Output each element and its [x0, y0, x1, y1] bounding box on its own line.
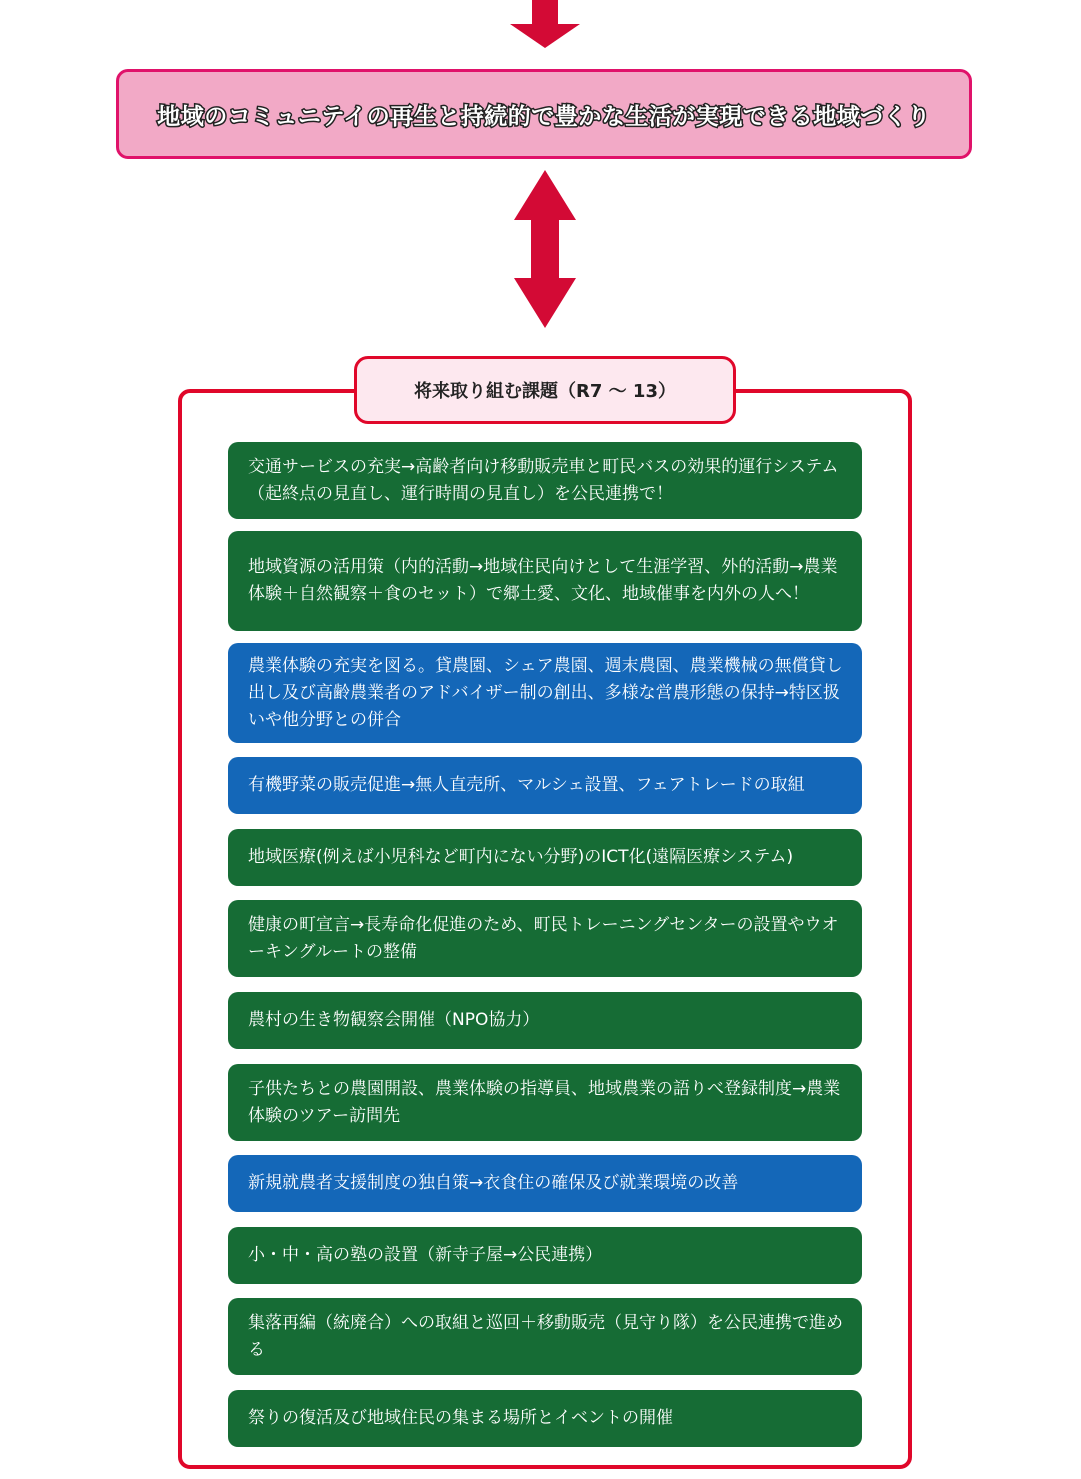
task-text: 集落再編（統廃合）への取組と巡回＋移動販売（見守り隊）を公民連携で進める	[248, 1312, 843, 1360]
task-item-regional-medicine	[228, 829, 862, 886]
task-item-cram-school	[228, 1227, 862, 1284]
task-text: 農村の生き物観察会開催（NPO協力）	[248, 1010, 540, 1030]
task-text: 新規就農者支援制度の独自策→衣食住の確保及び就業環境の改善	[248, 1173, 739, 1193]
task-text: 交通サービスの充実→高齢者向け移動販売車と町民バスの効果的運行システム（起終点の見直し、運行時間の見直し）を公民連携で！	[248, 456, 839, 504]
task-text: 小・中・高の塾の設置（新寺子屋→公民連携）	[248, 1245, 603, 1265]
task-item-health-town	[228, 900, 862, 977]
task-text: 農業体験の充実を図る。貸農園、シェア農園、週末農園、農業機械の無償貸し出し及び高齢農業者のアドバイザー制の創出、多様な営農形態の保持→特区扱いや他分野との併合	[248, 655, 843, 730]
task-text: 健康の町宣言→長寿命化促進のため、町民トレーニングセンターの設置やウオーキングルートの整備	[248, 914, 839, 962]
task-text: 有機野菜の販売促進→無人直売所、マルシェ設置、フェアトレードの取組	[248, 775, 805, 795]
double-arrow-icon	[512, 168, 578, 330]
task-item-children-farm	[228, 1064, 862, 1141]
task-item-wildlife-observation	[228, 992, 862, 1049]
task-text: 祭りの復活及び地域住民の集まる場所とイベントの開催	[248, 1408, 673, 1428]
future-tasks-title: 将来取り組む課題（R7 〜 13）	[354, 356, 736, 424]
task-item-festival-revival	[228, 1390, 862, 1447]
task-item-transport	[228, 442, 862, 519]
goal-box	[116, 69, 972, 159]
task-item-village-reorganization	[228, 1298, 862, 1375]
task-text: 地域医療(例えば小児科など町内にない分野)のICT化(遠隔医療システム)	[248, 847, 794, 867]
task-item-farming-experience	[228, 643, 862, 743]
goal-text: 地域のコミュニテイの再生と持続的で豊かな生活が実現できる地域づくり	[157, 103, 931, 130]
task-item-new-farmer-support	[228, 1155, 862, 1212]
task-text: 地域資源の活用策（内的活動→地域住民向けとして生涯学習、外的活動→農業体験＋自然観察＋食のセット）で郷土愛、文化、地域催事を内外の人へ！	[248, 557, 838, 604]
task-text: 子供たちとの農園開設、農業体験の指導員、地域農業の語りべ登録制度→農業体験のツアー訪問先	[248, 1078, 841, 1126]
down-arrow-icon	[508, 0, 582, 50]
task-item-local-resources	[228, 531, 862, 631]
task-item-organic-sales	[228, 757, 862, 814]
